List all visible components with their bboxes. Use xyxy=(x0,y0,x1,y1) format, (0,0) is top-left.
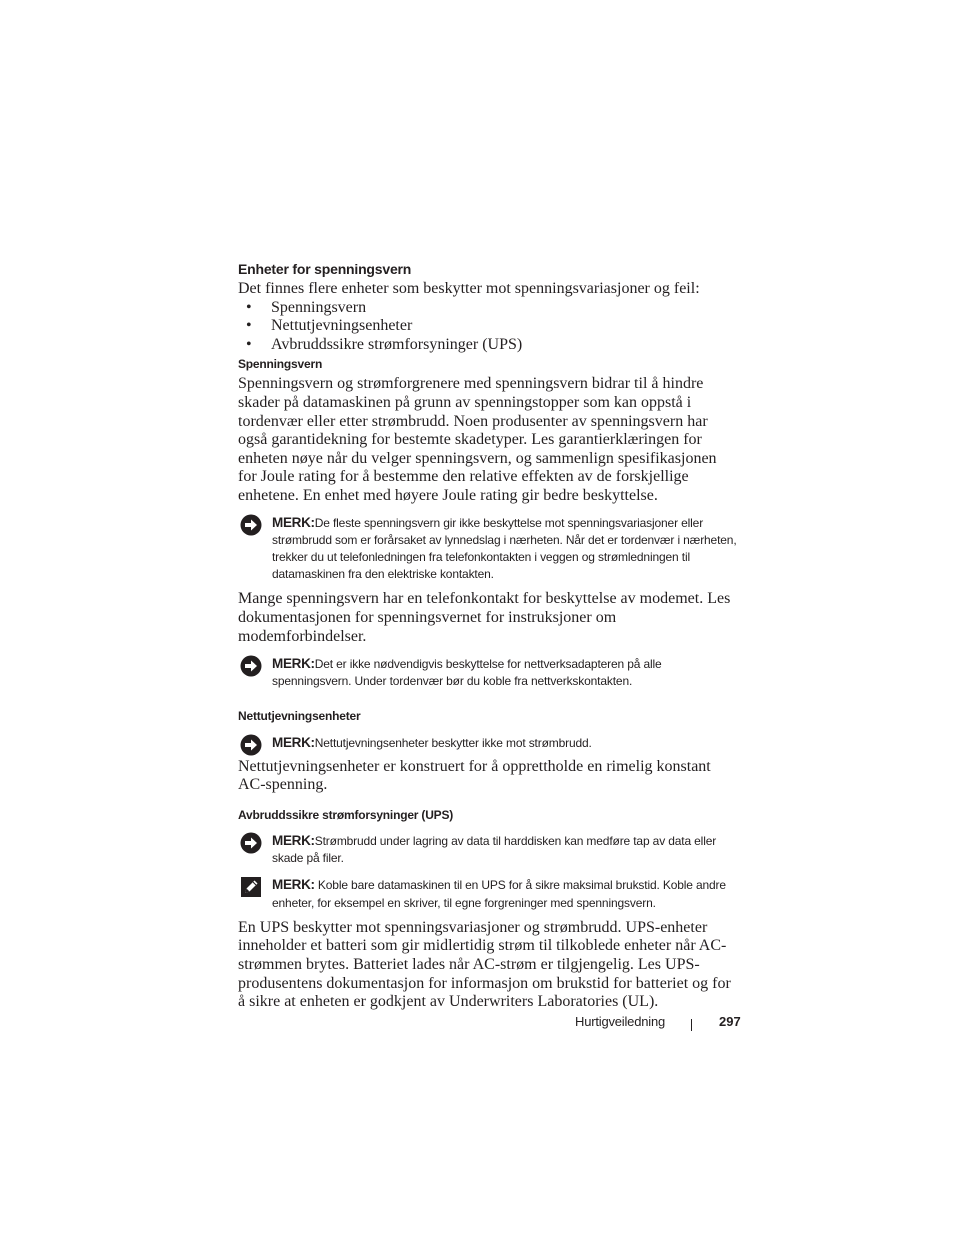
page-number: 297 xyxy=(719,1014,741,1029)
subheading-nettutjevning: Nettutjevningsenheter xyxy=(238,708,361,723)
notice-arrow-icon xyxy=(240,655,262,677)
note-box xyxy=(238,876,738,911)
paragraph: Spenningsvern og strømforgrenere med spenningsvern bidrar til å hindre skader på datamaskinen på grunn av spenningstopper som kan oppstå i tordenvær eller etter strømbrudd. Noen produsenter av spenningsvern har også garantidekning for bestemte skadetyper. Les garantierklæringen for enheten nøye når du velger spenningsvern, og sammenlign spesifikasjonen for Joule rating for å bestemme den relative effekten av de forskjellige enhetene. En enhet med høyere Joule rating gir bedre beskyttelse. xyxy=(238,375,717,504)
notice-box xyxy=(238,734,738,752)
notice-box xyxy=(238,832,738,867)
notice-arrow-icon xyxy=(240,514,262,536)
bullet-list xyxy=(238,299,738,355)
list-item: • Nettutjevningsenheter xyxy=(246,317,413,335)
notice-text: Nettutjevningsenheter beskytter ikke mot strømbrudd. xyxy=(314,735,592,750)
notice-arrow-icon xyxy=(240,734,262,756)
notice-arrow-icon xyxy=(240,832,262,854)
notice-text: Det er ikke nødvendigvis beskyttelse for nettverksadapteren på alle spenningsvern. Under tordenvær bør du koble fra nettverkskontakten. xyxy=(272,657,662,689)
notice-text: Strømbrudd under lagring av data til harddisken kan medføre tap av data eller skade på filer. xyxy=(272,833,717,866)
list-item: • Avbruddssikre strømforsyninger (UPS) xyxy=(246,335,523,353)
subheading-spenningsvern: Spenningsvern xyxy=(238,357,323,372)
note-text: Koble bare datamaskinen til en UPS for å sikre maksimal brukstid. Koble andre enheter, for eksempel en skriver, til egne forgreninger med spenningsvern. xyxy=(272,878,726,910)
bullet-dot: • xyxy=(246,298,252,316)
subheading-ups: Avbruddssikre strømforsyninger (UPS) xyxy=(238,807,454,822)
list-item: • Spenningsvern xyxy=(246,298,367,316)
bullet-dot: • xyxy=(246,335,252,353)
note-pencil-icon xyxy=(240,876,262,898)
notice-label: MERK: xyxy=(272,514,315,530)
notice-text: De fleste spenningsvern gir ikke beskyttelse mot spenningsvariasjoner eller strømbrudd som er forårsaket av lynnedslag i nærheten. Når det er tordenvær i nærheten, trekker du ut telefonledningen fra telefonkontakten i veggen og strømledningen til datamaskinen fra den elektriske kontakten. xyxy=(272,515,737,582)
intro-text: Det finnes flere enheter som beskytter mot spenningsvariasjoner og feil: xyxy=(238,280,700,297)
section-heading: Enheter for spenningsvern xyxy=(238,261,412,277)
page-content xyxy=(238,259,738,1012)
notice-label: MERK: xyxy=(272,656,315,672)
notice-label: MERK: xyxy=(272,832,315,848)
paragraph: Mange spenningsvern har en telefonkontakt for beskyttelse av modemet. Les dokumentasjonen for spenningsvernet for instruksjoner om modemforbindelser. xyxy=(238,590,731,645)
bullet-dot: • xyxy=(246,317,252,335)
paragraph: Nettutjevningsenheter er konstruert for å opprettholde en rimelig konstant AC-spenning. xyxy=(238,757,711,794)
notice-label: MERK: xyxy=(272,734,315,750)
footer-separator xyxy=(691,1019,692,1031)
notice-box xyxy=(238,514,738,584)
footer-section-title: Hurtigveiledning xyxy=(575,1014,666,1029)
notice-box xyxy=(238,655,738,690)
note-label: MERK: xyxy=(272,877,315,893)
paragraph: En UPS beskytter mot spenningsvariasjoner og strømbrudd. UPS-enheter inneholder et batteri som gir midlertidig strøm til tilkoblede enheter når AC-strømmen brytes. Batteriet lades når AC-strøm er tilgjengelig. Les UPS-produsentens dokumentasjon for informasjon om brukstid for batteriet og for å sikre at enheten er godkjent av Underwriters Laboratories (UL). xyxy=(238,918,731,1011)
